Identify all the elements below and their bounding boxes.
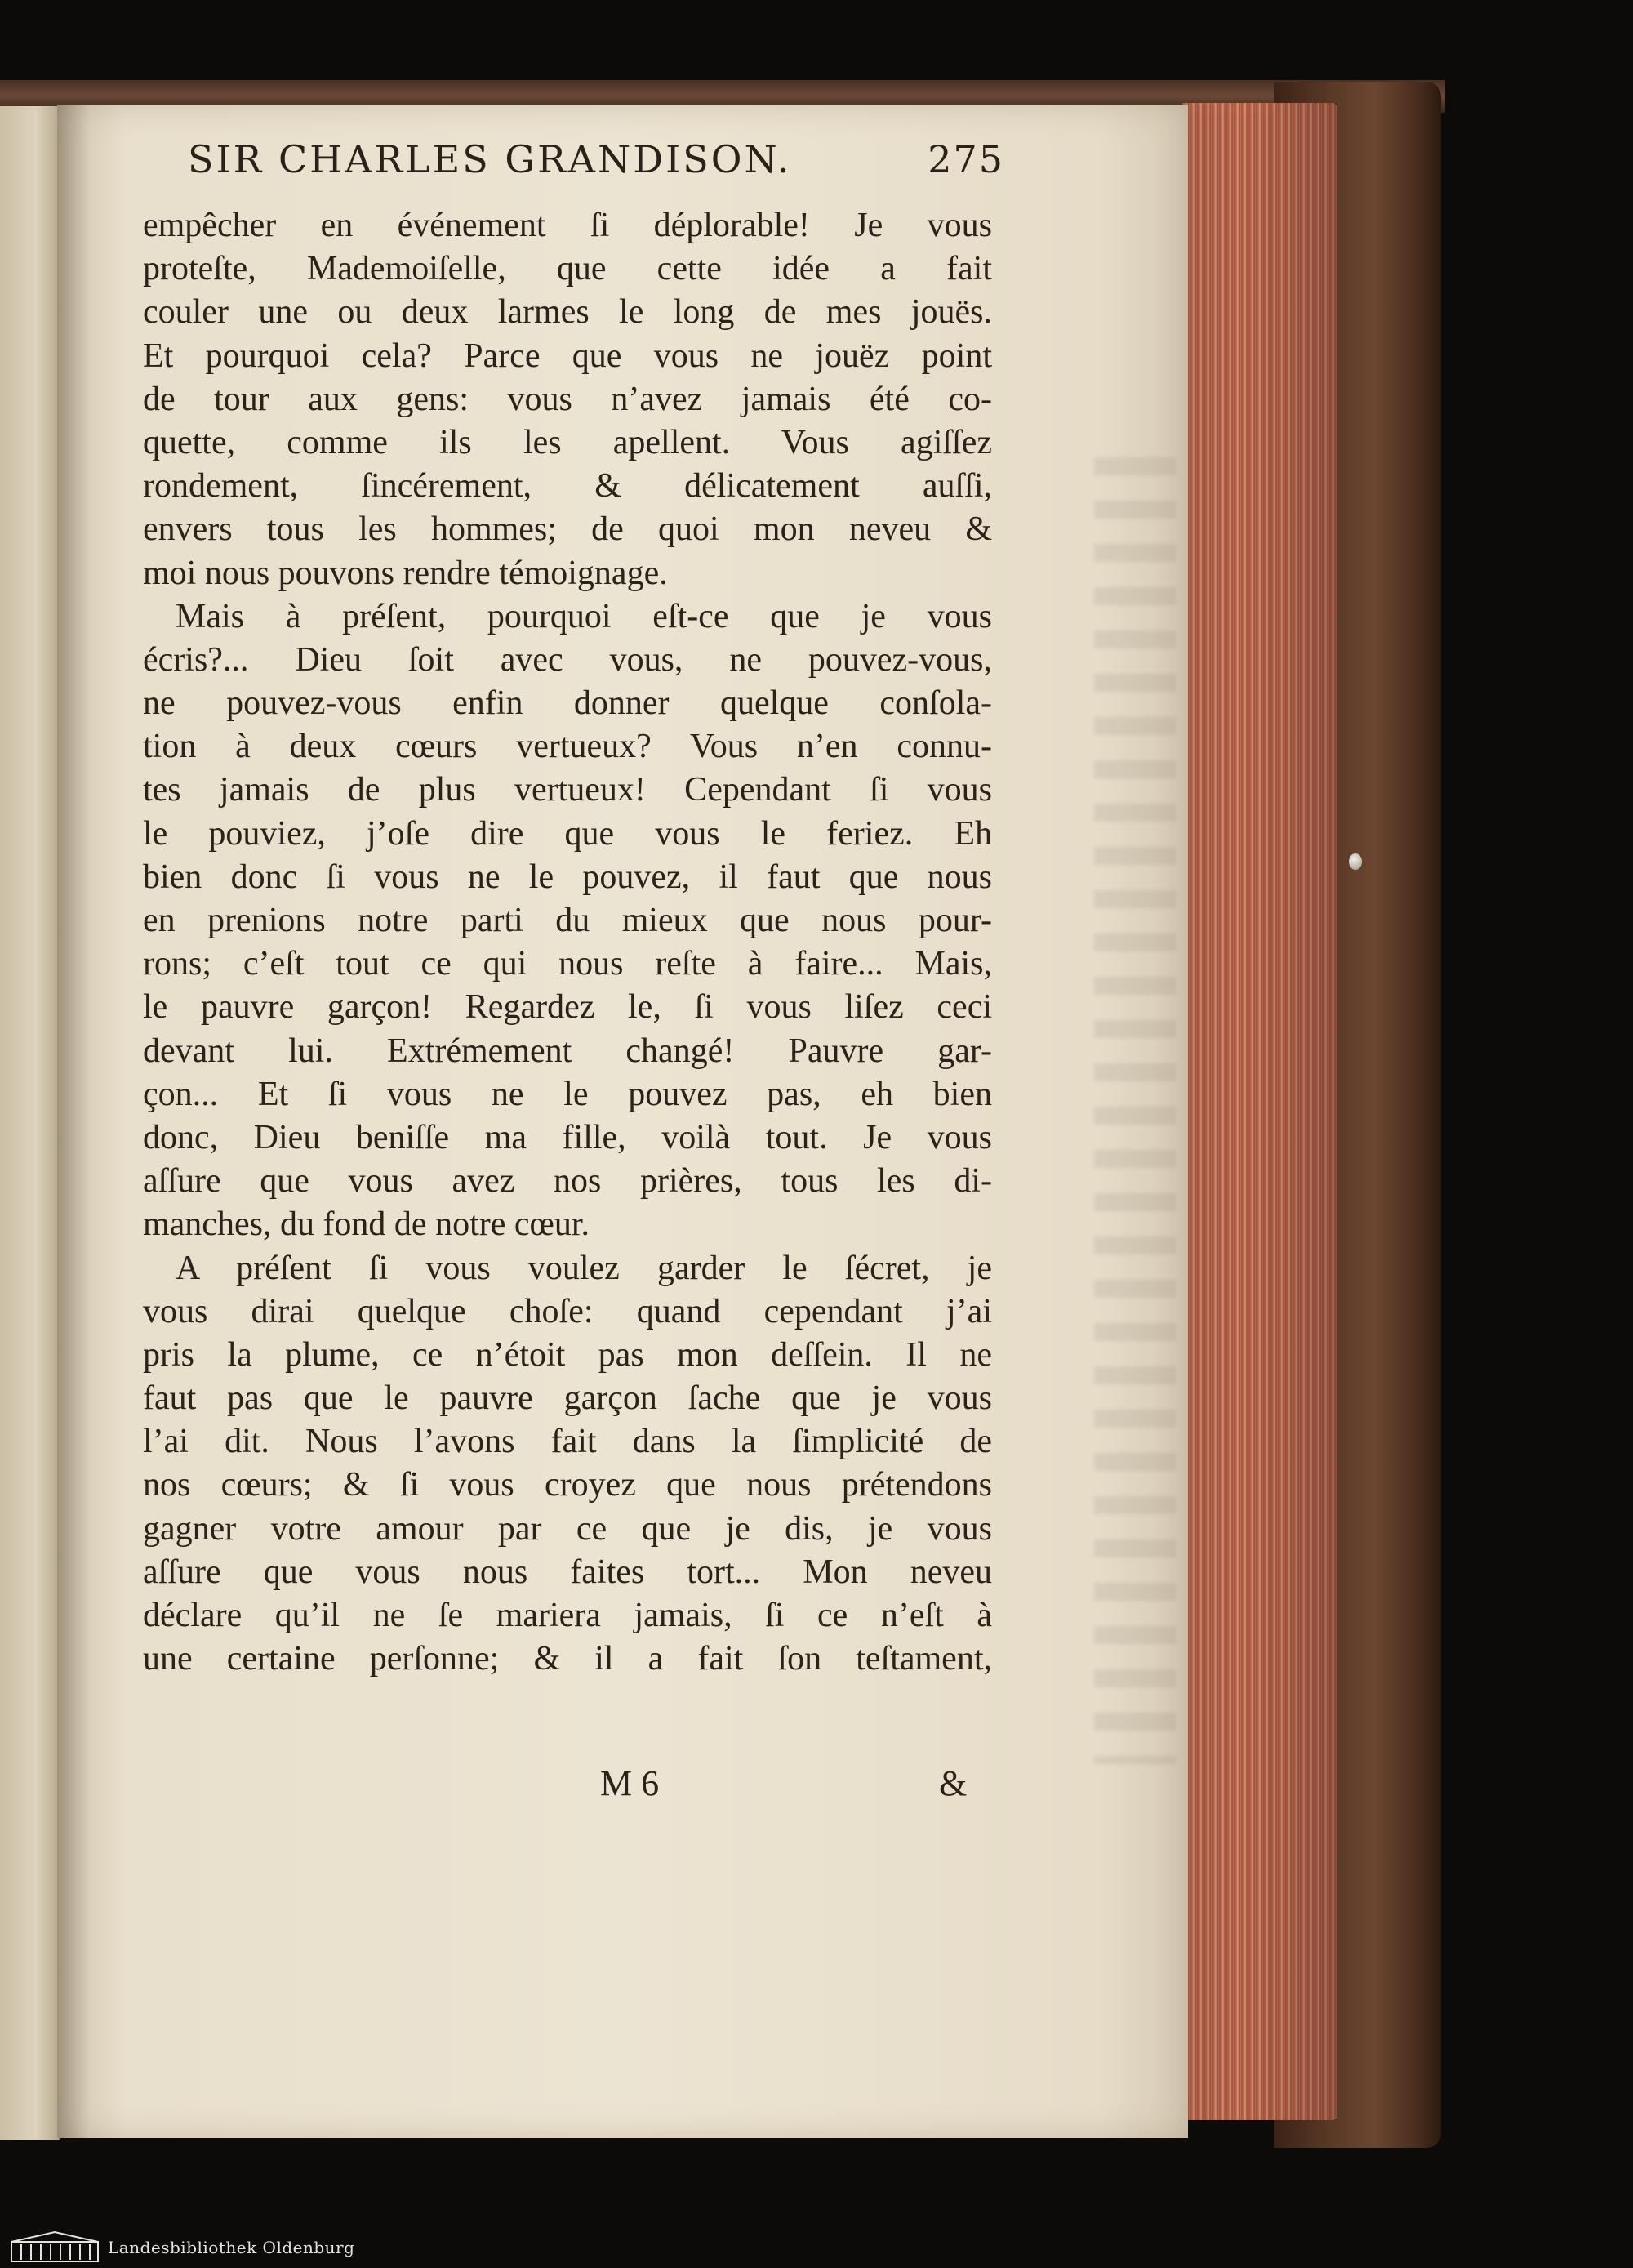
text-line: Mais à préſent, pourquoi eſt-ce que je vous: [176, 597, 992, 635]
show-through-text: [1094, 457, 1176, 1764]
text-line: faut pas que le pauvre garçon ſache que je vous: [143, 1379, 992, 1418]
text-line: donc, Dieu beniſſe ma fille, voilà tout. Je vous: [143, 1118, 992, 1156]
library-building-icon: [10, 2230, 100, 2263]
gutter-shadow: [57, 105, 90, 2138]
text-line: tes jamais de plus vertueux! Cependant ſi vous: [143, 771, 992, 809]
clasp-pin: [1349, 853, 1362, 870]
text-line: bien donc ſi vous ne le pouvez, il faut que nous: [143, 858, 992, 896]
text-line: rondement, ſincérement, & délicatement auſſi,: [143, 467, 992, 506]
text-line: manches, du fond de notre cœur.: [143, 1205, 590, 1244]
red-page-edges: [1182, 103, 1337, 2120]
text-line: gagner votre amour par ce que je dis, je vous: [143, 1509, 992, 1548]
text-line: ne pouvez-vous enfin donner quelque conſola-: [143, 684, 992, 723]
text-line: une certaine perſonne; & il a fait ſon teſtament,: [143, 1640, 992, 1678]
text-line: écris?... Dieu ſoit avec vous, ne pouvez-vous,: [143, 640, 992, 679]
text-line: vous dirai quelque choſe: quand cependant j’ai: [143, 1292, 992, 1330]
running-head: [188, 137, 1004, 181]
left-page-edge: [0, 106, 60, 2140]
text-line: devant lui. Extrémement changé! Pauvre gar-: [143, 1032, 992, 1070]
page-number: 275: [928, 137, 1004, 181]
text-line: empêcher en événement ſi déplorable! Je vous: [143, 207, 992, 244]
catchword: &: [939, 1763, 968, 1803]
text-line: envers tous les hommes; de quoi mon neveu &: [143, 510, 992, 549]
text-line: moi nous pouvons rendre témoignage.: [143, 554, 668, 592]
text-line: çon... Et ſi vous ne le pouvez pas, eh bien: [143, 1075, 992, 1113]
running-title: SIR CHARLES GRANDISON.: [188, 137, 792, 181]
library-name: Landesbibliothek Oldenburg: [108, 2238, 355, 2257]
text-line: nos cœurs; & ſi vous croyez que nous prétendons: [143, 1466, 992, 1504]
text-line: le pauvre garçon! Regardez le, ſi vous liſez ceci: [143, 988, 992, 1027]
text-line: en prenions notre parti du mieux que nous pour-: [143, 902, 992, 939]
text-line: proteſte, Mademoiſelle, que cette idée a fait: [143, 250, 992, 288]
text-line: aſſure que vous avez nos prières, tous les di-: [143, 1162, 992, 1201]
body-text: [143, 204, 992, 1681]
text-line: couler une ou deux larmes le long de mes jouës.: [143, 293, 992, 332]
text-line: aſſure que vous nous faites tort... Mon neveu: [143, 1553, 992, 1591]
signature-mark: M 6: [600, 1763, 660, 1803]
text-line: A préſent ſi vous voulez garder le ſécret, je: [176, 1249, 992, 1287]
text-line: rons; c’eſt tout ce qui nous reſte à faire... Mais,: [143, 945, 992, 983]
text-line: Et pourquoi cela? Parce que vous ne jouëz point: [143, 336, 992, 375]
text-line: quette, comme ils les apellent. Vous agiſſez: [143, 423, 992, 461]
text-line: le pouviez, j’oſe dire que vous le feriez. Eh: [143, 814, 992, 853]
text-line: déclare qu’il ne ſe mariera jamais, ſi ce n’eſt à: [143, 1597, 992, 1634]
text-line: pris la plume, ce n’étoit pas mon deſſein. Il ne: [143, 1335, 992, 1374]
text-line: l’ai dit. Nous l’avons fait dans la ſimplicité de: [143, 1423, 992, 1461]
text-line: de tour aux gens: vous n’avez jamais été co-: [143, 380, 992, 418]
text-line: tion à deux cœurs vertueux? Vous n’en connu-: [143, 728, 992, 766]
